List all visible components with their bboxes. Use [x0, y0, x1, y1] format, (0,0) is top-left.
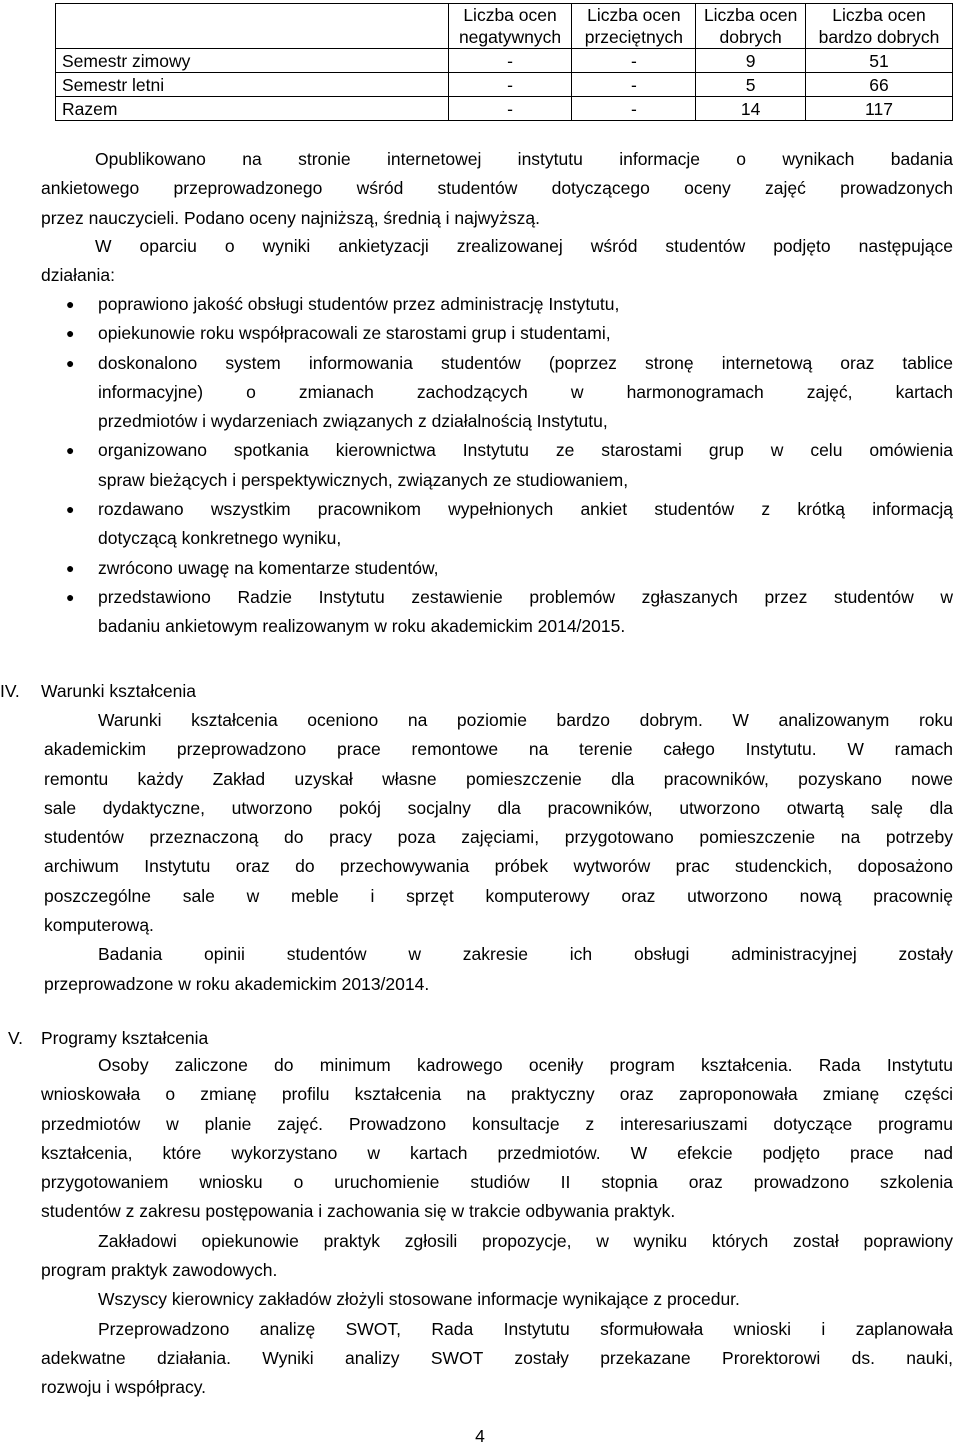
- text-line: Opublikowano na stronie internetowej instytutu informacje o wynikach badania: [95, 149, 953, 169]
- text-line: Warunki kształcenia oceniono na poziomie bardzo dobrym. W analizowanym roku: [98, 710, 953, 730]
- text-line: ankietowego przeprowadzonego wśród studentów dotyczącego oceny zajęć prowadzonych: [41, 178, 953, 199]
- text-line: przedmiotów w planie zajęć. Prowadzono konsultacje z interesariuszami dotyczące programu: [41, 1113, 953, 1134]
- table-cell: 117: [806, 97, 953, 121]
- page-number: 4: [475, 1426, 485, 1446]
- bullet-icon: ●: [66, 296, 75, 312]
- table-cell: -: [572, 73, 696, 97]
- text-line: Osoby zaliczone do minimum kadrowego oceniły program kształcenia. Rada Instytutu: [98, 1055, 953, 1075]
- section-heading-v: [8, 1025, 208, 1051]
- text-line: sale dydaktyczne, utworzono pokój socjalny dla pracowników, utworzono otwartą salę dla: [44, 797, 953, 818]
- bullet-icon: ●: [66, 442, 75, 459]
- survey-actions-intro: [41, 232, 953, 291]
- section-title: Warunki kształcenia: [41, 681, 196, 701]
- table-header-cell: Liczba ocen negatywnych: [448, 4, 572, 49]
- text-line: akademickim przeprowadzono prace remontowe na terenie całego Instytutu. W ramach: [44, 739, 953, 760]
- text-line: przeprowadzone w roku akademickim 2013/2014.: [44, 973, 430, 994]
- table-header-cell: Liczba ocen dobrych: [696, 4, 806, 49]
- text-line: komputerową.: [44, 915, 154, 936]
- bullet-icon: ●: [66, 588, 75, 605]
- text-line: przez nauczycieli. Podano oceny najniższą, średnią i najwyższą.: [41, 207, 541, 228]
- text-line: kształcenia, które wykorzystano w kartach przedmiotów. W efekcie podjęto prace nad: [41, 1142, 953, 1163]
- table-cell: 9: [696, 49, 806, 73]
- bullet-icon: ●: [66, 501, 75, 518]
- text-line: studentów przeznaczoną do pracy poza zajęciami, przygotowano pomieszczenie na potrzeby: [44, 827, 953, 848]
- text-line: archiwum Instytutu oraz do przechowywania próbek wytworów prac studenckich, doposażono: [44, 856, 953, 877]
- table-header-cell: Liczba ocen przeciętnych: [572, 4, 696, 49]
- text-line: poprawiono jakość obsługi studentów przez administrację Instytutu,: [98, 294, 620, 314]
- table-header-cell: Liczba ocen bardzo dobrych: [806, 4, 953, 49]
- grades-table: [55, 3, 953, 121]
- text-line: Badania opinii studentów w zakresie ich obsługi administracyjnej zostały: [98, 944, 953, 965]
- section-iv-body: [44, 706, 953, 999]
- list-item: [41, 554, 953, 583]
- text-line: W oparciu o wyniki ankietyzacji zrealizowanej wśród studentów podjęto następujące: [95, 236, 953, 256]
- text-line: zwrócono uwagę na komentarze studentów,: [98, 557, 439, 578]
- table-cell: Razem: [56, 97, 449, 121]
- list-item: [41, 436, 953, 495]
- table-cell: -: [448, 73, 572, 97]
- table-cell: Semestr letni: [56, 73, 449, 97]
- text-line: studentów z zakresu postępowania i zachowania się w trakcie odbywania praktyk.: [41, 1201, 676, 1222]
- text-line: organizowano spotkania kierownictwa Instytutu ze starostami grup w celu omówienia: [98, 440, 953, 461]
- text-line: informacyjne) o zmianach zachodzących w harmonogramach zajęć, kartach: [98, 381, 953, 402]
- bullet-icon: ●: [66, 559, 75, 576]
- text-line: rozdawano wszystkim pracownikom wypełnionych ankiet studentów z krótką informacją: [98, 499, 953, 520]
- text-line: adekwatne działania. Wyniki analizy SWOT zostały przekazane Prorektorowi ds. nauki,: [41, 1347, 953, 1368]
- table-cell: -: [572, 49, 696, 73]
- section-number: IV.: [0, 681, 20, 701]
- text-line: program praktyk zawodowych.: [41, 1260, 278, 1281]
- table-cell: 51: [806, 49, 953, 73]
- table-row: [56, 97, 953, 121]
- text-line: Wszyscy kierownicy zakładów złożyli stosowane informacje wynikające z procedur.: [98, 1289, 740, 1310]
- table-cell: 66: [806, 73, 953, 97]
- text-line: przedmiotów i wydarzeniach związanych z działalnością Instytutu,: [98, 411, 608, 432]
- table-row: [56, 49, 953, 73]
- text-line: Zakładowi opiekunowie praktyk zgłosili propozycje, w wyniku których został poprawiony: [98, 1230, 953, 1251]
- table-row: [56, 73, 953, 97]
- text-line: przedstawiono Radzie Instytutu zestawienie problemów zgłaszanych przez studentów w: [98, 586, 953, 607]
- list-item: [41, 319, 953, 348]
- bullet-icon: ●: [66, 325, 75, 342]
- table-cell: -: [448, 49, 572, 73]
- actions-list: [41, 290, 953, 642]
- list-item: [41, 495, 953, 554]
- list-item: [41, 290, 953, 319]
- table-cell: -: [448, 97, 572, 121]
- text-line: rozwoju i współpracy.: [41, 1377, 207, 1398]
- list-item: [41, 349, 953, 437]
- section-v-body: [41, 1051, 953, 1403]
- text-line: badaniu ankietowym realizowanym w roku akademickim 2014/2015.: [98, 616, 626, 637]
- section-title: Programy kształcenia: [41, 1028, 209, 1048]
- table-cell: 14: [696, 97, 806, 121]
- text-line: remontu każdy Zakład uzyskał własne pomieszczenie dla pracowników, pozyskano nowe: [44, 768, 953, 789]
- table-cell: Semestr zimowy: [56, 49, 449, 73]
- table-cell: 5: [696, 73, 806, 97]
- text-line: dotyczącą konkretnego wyniku,: [98, 528, 342, 549]
- text-line: poszczególne sale w meble i sprzęt komputerowy oraz utworzono nową pracownię: [44, 885, 953, 906]
- list-item: [41, 583, 953, 642]
- text-line: doskonalono system informowania studentów (poprzez stronę internetową oraz tablice: [98, 352, 953, 373]
- bullet-icon: ●: [66, 354, 75, 371]
- survey-publication-paragraph: [41, 145, 953, 233]
- text-line: działania:: [41, 265, 115, 286]
- table-header-row: [56, 4, 953, 49]
- table-header-cell: [56, 4, 449, 49]
- table-cell: -: [572, 97, 696, 121]
- text-line: spraw bieżących i perspektywicznych, związanych ze studiowaniem,: [98, 469, 629, 490]
- text-line: wnioskowała o zmianę profilu kształcenia na praktyczny oraz zaproponowała zmianę części: [41, 1084, 953, 1105]
- section-heading-iv: [0, 678, 196, 704]
- section-number: V.: [8, 1028, 23, 1048]
- text-line: Przeprowadzono analizę SWOT, Rada Instytutu sformułowała wnioski i zaplanowała: [98, 1318, 953, 1339]
- text-line: opiekunowie roku współpracowali ze starostami grup i studentami,: [98, 323, 611, 344]
- text-line: przygotowaniem wniosku o uruchomienie studiów II stopnia oraz prowadzono szkolenia: [41, 1172, 953, 1193]
